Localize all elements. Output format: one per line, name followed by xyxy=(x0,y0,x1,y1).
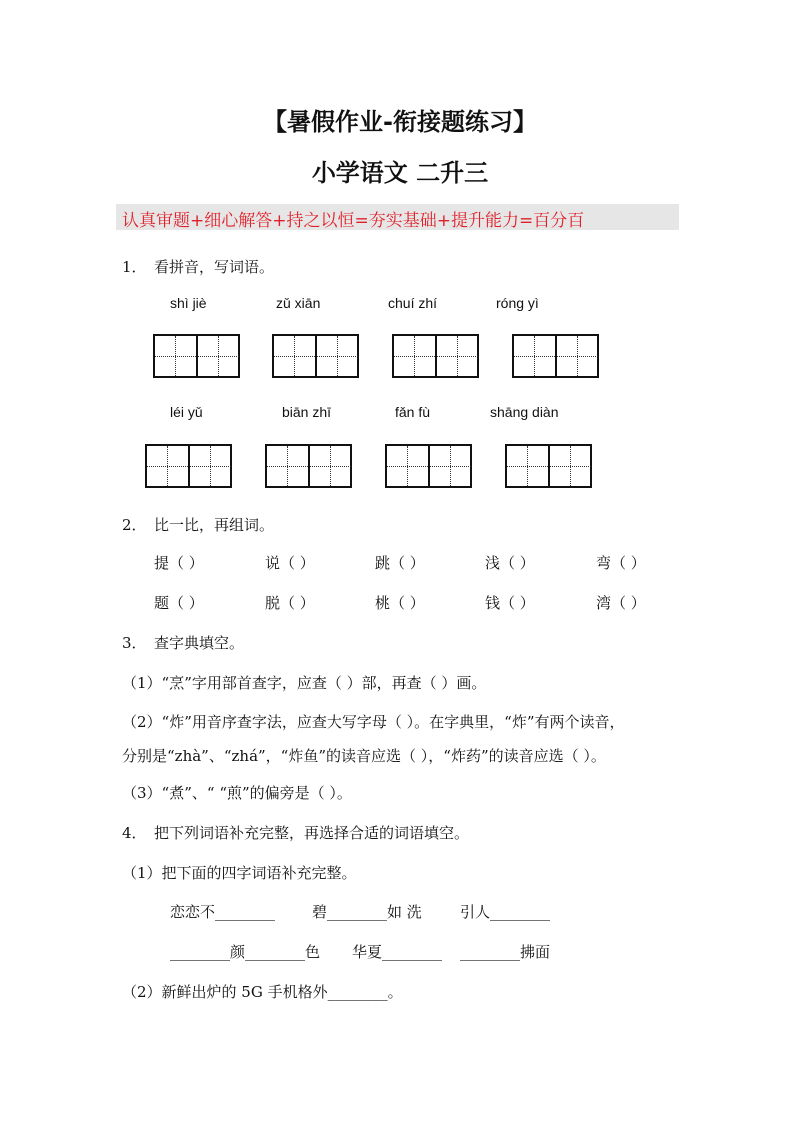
writing-grid[interactable] xyxy=(272,334,359,378)
pinyin-label: léi yǔ xyxy=(170,404,203,420)
q3-line: 分别是“zhà”、“zhá”，“炸鱼”的读音应选（ ），“炸药”的读音应选（ ）。 xyxy=(122,747,606,765)
compare-item: 说（ ） xyxy=(265,554,315,572)
motto-banner xyxy=(116,204,679,230)
q3-line: （3）“煮”、“ “煎”的偏旁是（ ）。 xyxy=(122,784,352,802)
compare-item: 浅（ ） xyxy=(485,554,535,572)
compare-item: 提（ ） xyxy=(154,554,204,572)
q4-number: 4． xyxy=(122,824,147,842)
writing-grid[interactable] xyxy=(385,444,472,488)
document-subtitle: 小学语文 二升三 xyxy=(311,159,489,187)
idiom-blank: 引人________ xyxy=(460,903,551,921)
document-title: 【暑假作业-衔接题练习】 xyxy=(263,108,537,136)
q4-sub-prompt: （2）新鲜出炉的 5G 手机格外________。 xyxy=(122,983,403,1001)
compare-item: 脱（ ） xyxy=(265,594,315,612)
q1-number: 1． xyxy=(122,258,147,276)
pinyin-label: shì jiè xyxy=(170,295,207,311)
writing-grid[interactable] xyxy=(505,444,592,488)
pinyin-label: biān zhī xyxy=(282,404,332,420)
compare-item: 桃（ ） xyxy=(375,594,425,612)
idiom-blank: ________拂面 xyxy=(460,943,551,961)
q3-line: （2）“炸”用音序查字法，应查大写字母（ ）。在字典里，“炸”有两个读音， xyxy=(122,713,625,731)
writing-grid[interactable] xyxy=(512,334,599,378)
q3-line: （1）“烹”字用部首查字，应查（ ）部，再查（ ）画。 xyxy=(122,674,487,692)
q2-prompt: 比一比，再组词。 xyxy=(154,516,275,534)
q4-prompt: 把下列词语补充完整，再选择合适的词语填空。 xyxy=(154,824,470,842)
q1-prompt: 看拼音，写词语。 xyxy=(154,258,275,276)
compare-item: 弯（ ） xyxy=(596,554,646,572)
pinyin-label: zǔ xiān xyxy=(276,295,321,311)
writing-grid[interactable] xyxy=(153,334,240,378)
idiom-blank: 恋恋不________ xyxy=(170,903,276,921)
pinyin-label: shāng diàn xyxy=(490,404,559,420)
writing-grid[interactable] xyxy=(145,444,232,488)
q3-prompt: 查字典填空。 xyxy=(154,634,245,652)
compare-item: 钱（ ） xyxy=(485,594,535,612)
pinyin-label: chuí zhí xyxy=(388,295,438,311)
compare-item: 题（ ） xyxy=(154,594,204,612)
writing-grid[interactable] xyxy=(392,334,479,378)
pinyin-label: fǎn fù xyxy=(395,404,431,420)
q2-number: 2． xyxy=(122,516,147,534)
pinyin-label: róng yì xyxy=(496,295,539,311)
compare-item: 湾（ ） xyxy=(596,594,646,612)
idiom-blank: 华夏________ xyxy=(352,943,443,961)
idiom-blank: 碧________如 洗 xyxy=(312,903,422,921)
compare-item: 跳（ ） xyxy=(375,554,425,572)
motto-text: 认真审题+细心解答+持之以恒=夯实基础+提升能力=百分百 xyxy=(122,211,585,231)
writing-grid[interactable] xyxy=(265,444,352,488)
idiom-blank: ________颜________色 xyxy=(170,943,321,961)
q3-number: 3． xyxy=(122,634,147,652)
q4-sub-prompt: （1）把下面的四字词语补充完整。 xyxy=(122,864,357,882)
